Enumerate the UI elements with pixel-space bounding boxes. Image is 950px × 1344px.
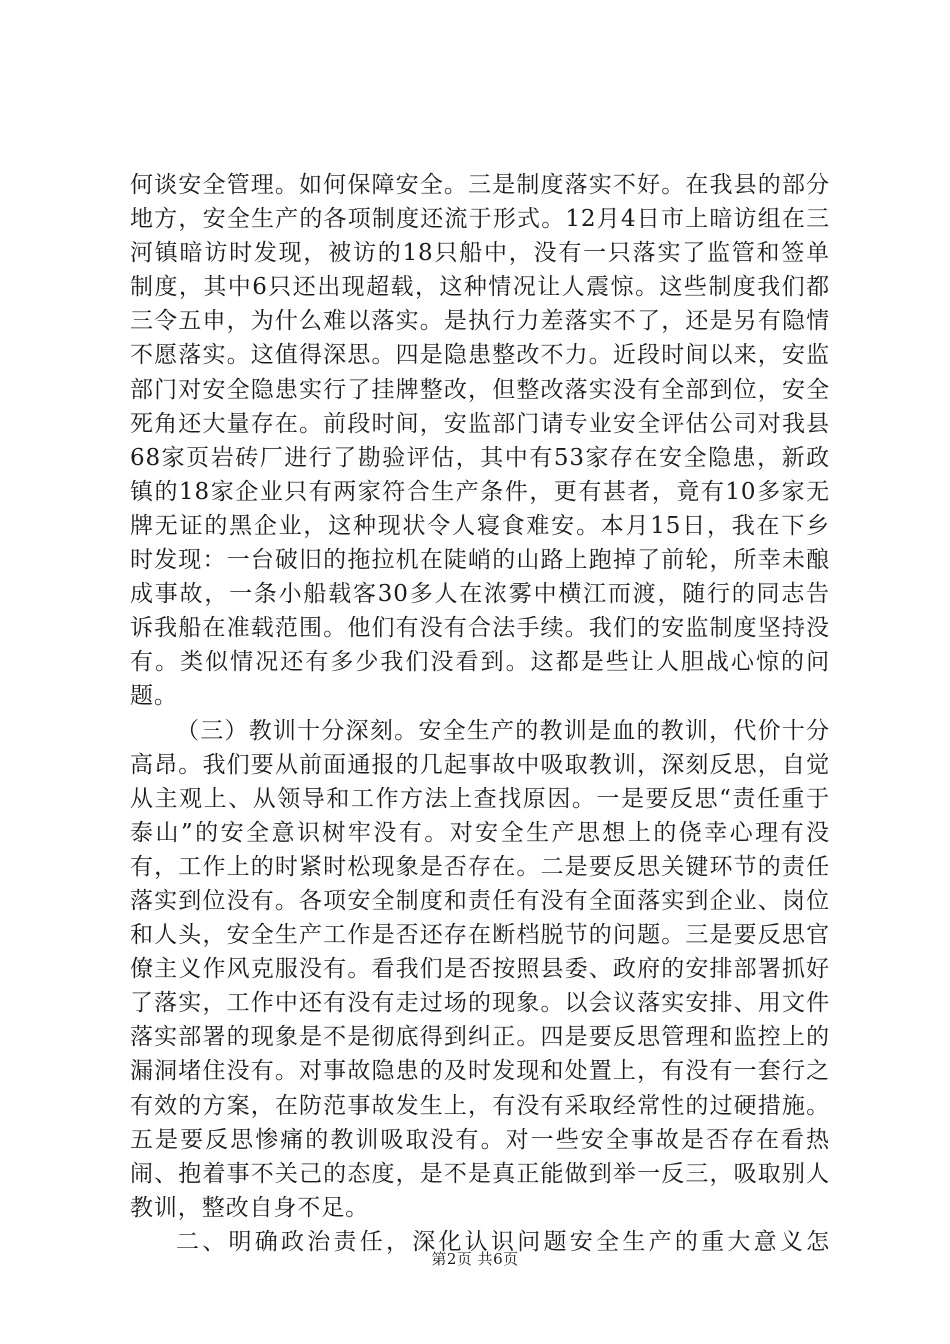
paragraph-safety-problems: 何谈安全管理。如何保障安全。三是制度落实不好。在我县的部分地方，安全生产的各项制度还流于形式。12月4日市上暗访组在三河镇暗访时发现，被访的18只船中，没有一只落实了监管和签单制度，其中6只还出现超载，这种情况让人震惊。这些制度我们都三令五申，为什么难以落实。是执行力差落实不了，还是另有隐情不愿落实。这值得深思。四是隐患整改不力。近段时间以来，安监部门对安全隐患实行了挂牌整改，但整改落实没有全部到位，安全死角还大量存在。前段时间，安监部门请专业安全评估公司对我县68家页岩砖厂进行了勘验评估，其中有53家存在安全隐患，新政镇的18家企业只有两家符合生产条件，更有甚者，竟有10多家无牌无证的黑企业，这种现状令人寝食难安。本月15日，我在下乡时发现：一台破旧的拖拉机在陡峭的山路上跑掉了前轮，所幸未酿成事故，一条小船载客30多人在浓雾中横江而渡，随行的同志告诉我船在准载范围。他们有没有合法手续。我们的安监制度坚持没有。类似情况还有多少我们没看到。这都是些让人胆战心惊的问题。: [130, 172, 830, 710]
page-footer: 第2页 共6页: [431, 1250, 519, 1268]
paragraph-lessons: （三）教训十分深刻。安全生产的教训是血的教训，代价十分高昂。我们要从前面通报的几起事故中吸取教训，深刻反思，自觉从主观上、从领导和工作方法上查找原因。一是要反思“责任重于泰山”的安全意识树牢没有。对安全生产思想上的侥幸心理有没有，工作上的时紧时松现象是否存在。二是要反思关键环节的责任落实到位没有。各项安全制度和责任有没有全面落实到企业、岗位和人头，安全生产工作是否还存在断档脱节的问题。三是要反思官僚主义作风克服没有。看我们是否按照县委、政府的安排部署抓好了落实，工作中还有没有走过场的现象。以会议落实安排、用文件落实部署的现象是不是彻底得到纠正。四是要反思管理和监控上的漏洞堵住没有。对事故隐患的及时发现和处置上，有没有一套行之有效的方案，在防范事故发生上，有没有采取经常性的过硬措施。五是要反思惨痛的教训吸取没有。对一些安全事故是否存在看热闹、抱着事不关己的态度，是不是真正能做到举一反三，吸取别人教训，整改自身不足。: [130, 717, 830, 1221]
body-text: [130, 168, 830, 1259]
paragraph-section-two-heading: 二、明确政治责任，深化认识问题安全生产的重大意义怎: [176, 1228, 830, 1255]
